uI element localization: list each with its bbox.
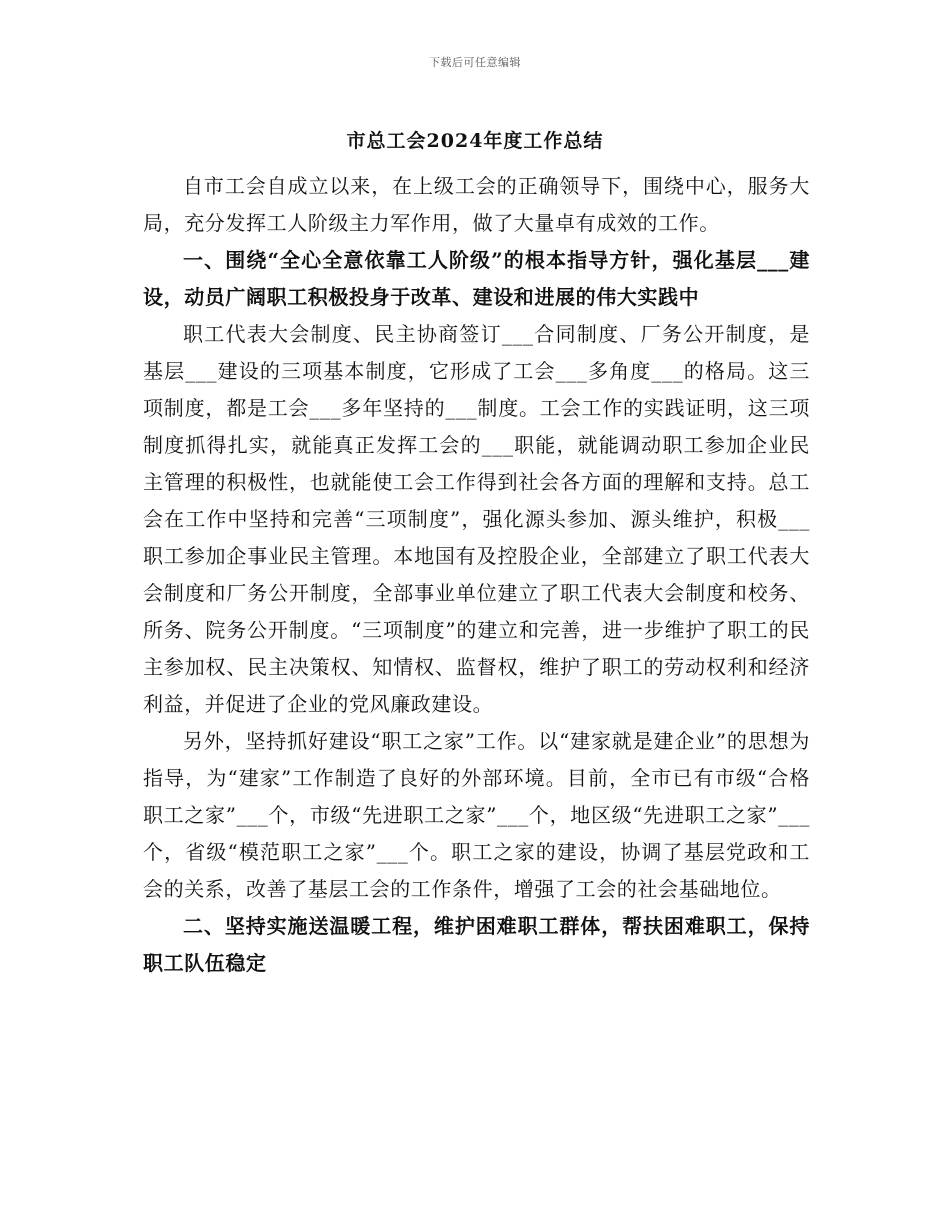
section-1-paragraph-1: 职工代表大会制度、民主协商签订___合同制度、厂务公开制度，是基层___建设的三项基本制度，它形成了工会___多角度___的格局。这三项制度，都是工会___多年坚持的___制度。工会工作的实践证明，这三项制度抓得扎实，就能真正发挥工会的___职能，就能调动职工参加企业民主管理的积极性，也就能使工会工作得到社会各方面的理解和支持。总工会在工作中坚持和完善“三项制度”，强化源头参加、源头维护，积极___职工参加企事业民主管理。本地国有及控股企业，全部建立了职工代表大会制度和厂务公开制度，全部事业单位建立了职工代表大会制度和校务、所务、院务公开制度。“三项制度”的建立和完善，进一步维护了职工的民主参加权、民主决策权、知情权、监督权，维护了职工的劳动权利和经济利益，并促进了企业的党风廉政建设。: [143, 322, 810, 716]
section-heading-2: 二、坚持实施送温暖工程，维护困难职工群体，帮扶困难职工，保持职工队伍稳定: [143, 914, 810, 975]
document-body: [143, 168, 810, 982]
document-title: 市总工会2024年度工作总结: [346, 130, 604, 152]
section-1-paragraph-2: 另外，坚持抓好建设“职工之家”工作。以“建家就是建企业”的思想为指导，为“建家”工作制造了良好的外部环境。目前，全市已有市级“合格职工之家”___个，市级“先进职工之家”___个，地区级“先进职工之家”___个，省级“模范职工之家”___个。职工之家的建设，协调了基层党政和工会的关系，改善了基层工会的工作条件，增强了工会的社会基础地位。: [143, 729, 810, 901]
header-note: 下载后可任意编辑: [429, 56, 521, 69]
intro-paragraph: 自市工会自成立以来，在上级工会的正确领导下，围绕中心，服务大局，充分发挥工人阶级主力军作用，做了大量卓有成效的工作。: [143, 174, 810, 235]
section-heading-1: 一、围绕“全心全意依靠工人阶级”的根本指导方针，强化基层___建设，动员广阔职工积极投身于改革、建设和进展的伟大实践中: [143, 248, 810, 309]
